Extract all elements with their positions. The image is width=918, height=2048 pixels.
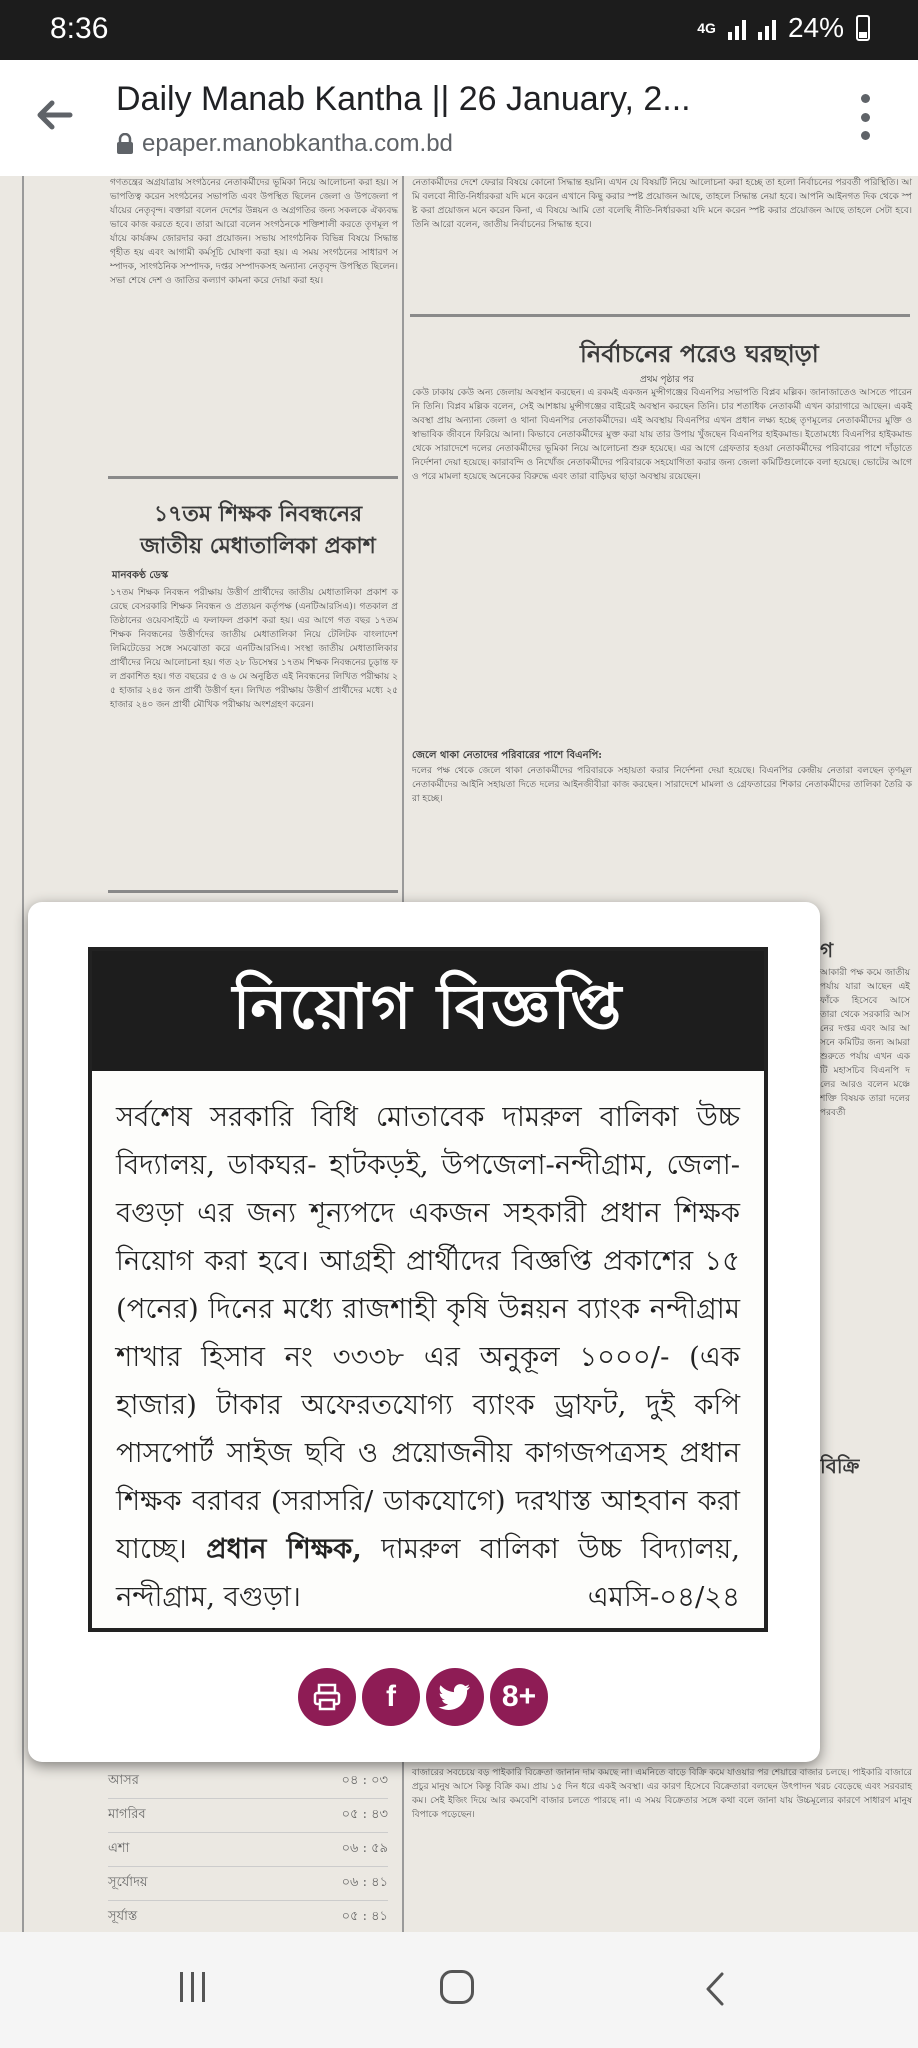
prayer-time-row: সূর্যোদয় ০৬ : ৪১ xyxy=(108,1866,388,1901)
nav-back-icon[interactable] xyxy=(700,1970,732,2008)
right-column-text-top: নেতাকর্মীদের দেশে ফেরার বিষয়ে কোনো সিদ্ধান্ত হয়নি। এখন যে বিষয়টি নিয়ে আলোচনা করা হচ্ছে তা হলো নির্বাচনের পরবর্তী পরিস্থিতি। আমি বলবো নীতি-নির্ধারকরা যদি মনে করেন এখানে কিছু করার স্পষ্ট প্রয়োজন আছে, তাহলে সিদ্ধান্ত নেয়া হবে। আপনি আইনগত দিক থেকে স্পষ্ট করা প্রয়োজন মনে করেন কিনা, এ বিষয়ে আমি তো বলেছি নীতি-নির্ধারকরা যদি মনে করেন স্পষ্ট করার প্রয়োজন আছে তাহলে সেটা হবে। তিনি আরো বলেন, জাতীয় নির্বাচনের সিদ্ধান্ত হবে। xyxy=(412,178,912,230)
battery-percent: 24% xyxy=(787,12,844,43)
bottom-right-text: বাজারের সবচেয়ে বড় পাইকারি বিক্রেতা জানান দাম কমছে না। এমনিতে বাড়ে বিক্রি কমে যাওয়ার পর শেয়ারে বাজার চলছে। পাইকারি বাজারে প্রচুর মানুষ আসে কিন্তু বিক্রি কম। প্রায় ১৫ দিন ধরে একই অবস্থা। এর কারণ হিসেবে বিক্রেতারা বলছেন উৎপাদন খরচ বেড়েছে এবং সরবরাহ কম। সেই ইজিং দিয়ে আর কমবেশি বাজার চলতে পারছে না। এ সময় বিক্রেতার সঙ্গে কথা বলে জানা যায় উচ্চমূল্যের কারণে সাধারণ মানুষ বিপাকে পড়েছেন। xyxy=(412,1768,912,1820)
lock-icon xyxy=(116,133,134,155)
page-title: Daily Manab Kantha || 26 January, 2... xyxy=(116,80,691,118)
right-article-headline: নির্বাচনের পরেও ঘরছাড়া xyxy=(580,339,819,368)
print-icon[interactable] xyxy=(298,1668,356,1726)
signal-icon xyxy=(728,16,746,40)
network-type-icon: 4G xyxy=(697,20,716,36)
prayer-time-row: আসর ০৪ : ০৩ xyxy=(108,1764,388,1799)
right-column-text-low: দলের পক্ষ থেকে জেলে থাকা নেতাকর্মীদের পরিবারকে সহায়তা করার নির্দেশনা দেয়া হয়েছে। বিএনপির কেন্দ্রীয় নেতারা বলছেন তৃণমূল নেতাকর্মীদের আইনি সহায়তা দিতে দলের আইনজীবীরা কাজ করছেন। সারাদেশে মামলা ও গ্রেফতারের শিকার নেতাকর্মীদের তালিকা তৈরি করা হচ্ছে। xyxy=(412,766,912,804)
right-bold-paragraph-lead: জেলে থাকা নেতাদের পরিবারের পাশে বিএনপি: xyxy=(412,750,602,761)
prayer-time-row: মাগরিব ০৫ : ৪৩ xyxy=(108,1798,388,1833)
left-column-text-top: গণতন্ত্রের অগ্রযাত্রায় সংগঠনের নেতাকর্মীদের ভূমিকা নিয়ে আলোচনা করা হয়। সভাপতিত্ব করেন সংগঠনের সভাপতি এবং উপস্থিত ছিলেন জেলা ও উপজেলা পর্যায়ের নেতৃবৃন্দ। বক্তারা বলেন দেশের উন্নয়ন ও অগ্রগতির জন্য সকলকে ঐক্যবদ্ধভাবে কাজ করতে হবে। তারা আরো বলেন সংগঠনকে শক্তিশালী করতে তৃণমূল পর্যায়ে কার্যক্রম জোরদার করা প্রয়োজন। সভায় সাংগঠনিক বিভিন্ন বিষয়ে সিদ্ধান্ত গৃহীত হয় এবং আগামী কর্মসূচি ঘোষণা করা হয়। এ সময় সংগঠনের সাধারণ সম্পাদক, সাংগঠনিক সম্পাদক, দপ্তর সম্পাদকসহ অন্যান্য নেতৃবৃন্দ উপস্থিত ছিলেন। সভা শেষে দেশ ও জাতির কল্যাণ কামনা করে দোয়া করা হয়। xyxy=(110,178,398,286)
signal-icon-2 xyxy=(758,16,776,40)
left-article-headline: ১৭তম শিক্ষক নিবন্ধনের জাতীয় মেধাতালিকা প্রকাশ xyxy=(140,501,376,559)
twitter-icon[interactable] xyxy=(426,1668,484,1726)
prayer-time-row: এশা ০৬ : ৫৯ xyxy=(108,1832,388,1867)
ad-signature-rest: দামরুল বালিকা উচ্চ বিদ্যালয়, নন্দীগ্রাম, বগুড়া। xyxy=(116,1533,740,1613)
left-article-byline: মানবকণ্ঠ ডেস্ক xyxy=(112,570,169,581)
ad-body-text: সর্বশেষ সরকারি বিধি মোতাবেক দামরুল বালিকা উচ্চ বিদ্যালয়, ডাকঘর- হাটকড়ই, উপজেলা-নন্দীগ্রাম, জেলা-বগুড়া এর জন্য শূন্যপদে একজন সহকারী প্রধান শিক্ষক নিয়োগ করা হবে। আগ্রহী প্রার্থীদের বিজ্ঞপ্তি প্রকাশের ১৫ (পনের) দিনের মধ্যে রাজশাহী কৃষি উন্নয়ন ব্যাংক নন্দীগ্রাম শাখার হিসাব নং ৩৩৩৮ এর অনুকূল ১০০০/- (এক হাজার) টাকার অফেরতযোগ্য ব্যাংক ড্রাফট, দুই কপি পাসপোর্ট সাইজ ছবি ও প্রয়োজনীয় কাগজপত্রসহ প্রধান শিক্ষক বরাবর (সরাসরি/ ডাকযোগে) দরখাস্ত আহবান করা যাচ্ছে। xyxy=(116,1101,740,1565)
prayer-time-row: সূর্যাস্ত ০৫ : ৪১ xyxy=(108,1900,388,1932)
facebook-icon[interactable]: f xyxy=(362,1668,420,1726)
left-column-text-mid: ১৭তম শিক্ষক নিবন্ধন পরীক্ষায় উত্তীর্ণ প্রার্থীদের জাতীয় মেধাতালিকা প্রকাশ করেছে বেসরকারি শিক্ষক নিবন্ধন ও প্রত্যয়ন কর্তৃপক্ষ (এনটিআরসিএ)। গতকাল প্রতিষ্ঠানের ওয়েবসাইটে এ ফলাফল প্রকাশ করা হয়। এর আগে গত বছর ১৭তম শিক্ষক নিবন্ধনের উত্তীর্ণদের জাতীয় মেধাতালিকা নিয়ে টেলিটক বাংলাদেশ লিমিটেডের সঙ্গে সমঝোতা করে এনটিআরসিএ। সংস্থা জাতীয় মেধাতালিকার প্রার্থীদের নিয়ে আলোচনা হয়। গত ২৮ ডিসেম্বর ১৭তম শিক্ষক নিবন্ধনের চূড়ান্ত ফল প্রকাশিত হয়। গত বছরের ৫ ও ৬ মে অনুষ্ঠিত এই নিবন্ধনের লিখিত পরীক্ষায় ২৫ হাজার ২৪৫ জন প্রার্থী উত্তীর্ণ হন। লিখিত পরীক্ষায় উত্তীর্ণ প্রার্থীদের মধ্যে ২৫ হাজার ২৪০ জন প্রার্থী মৌখিক পরীক্ষায় অংশগ্রহণ করেন। xyxy=(110,588,398,710)
right-column-fragment-text: আকারী পক্ষ কমে জাতীয় পর্যায় যারা আছেন এই ফাঁকে হিসেবে আসে তারা থেকে সরকারি আসনের দপ্তর এবং আর আসনে কমিটির জন্য আমরা শুরুতে পর্যায় এখন একটি মহাসচিব বিএনপি দলের আরও বলেন মঞ্চে শক্তি বিষয়ক তারা দলের পরবর্তী xyxy=(820,968,910,1118)
right-article-subline: প্রথম পৃষ্ঠার পর xyxy=(640,375,694,385)
url-text: epaper.manobkantha.com.bd xyxy=(142,130,453,157)
android-nav-bar xyxy=(0,1932,918,2048)
status-time: 8:36 xyxy=(50,12,109,45)
right-column-text-mid: কেউ ঢাকায় কেউ অন্য জেলায় অবস্থান করছেন। এ রকমই একজন মুন্সীগঞ্জের বিএনপির সভাপতি বিপ্লব মল্লিক। জানাজাতেও আসতে পারেননি তিনি। বিপ্লব মল্লিক বলেন, সেই আশঙ্কায় মুন্সীগঞ্জের বাইরেই অবস্থান করছেন তিনি। চার শতাধিক নেতাকর্মী এখন কারাগারে আছেন। একই অবস্থা প্রায় অন্যান্য জেলা ও থানা বিএনপির নেতাকর্মীদের। এই অবস্থায় বিএনপির এখন প্রধান লক্ষ্য হচ্ছে তৃণমূলের নেতাকর্মীদের মুক্তি ও স্বাভাবিক জীবনে ফিরিয়ে আনা। কিভাবে নেতাকর্মীদের মুক্ত করা যায় তার উপায় খুঁজছেন বিএনপির হাইকমান্ড। ইতোমধ্যে বিএনপির হাইকমান্ড থেকে সারাদেশে দলের নেতাকর্মীদের ভূমিকা নিয়ে আলোচনা শুরু হয়েছে। এর আগে গ্রেফতার হওয়া নেতাকর্মীদের পরিবারের পাশে দাঁড়াতে নির্দেশনা দেয়া হয়েছে। কারাবন্দি ও নিখোঁজ নেতাকর্মীদের পরিবারকে সহযোগিতা করার জন্য জেলা কমিটিগুলোকে বলা হয়েছে। ভোটের আগে ও পরে মামলা হয়েছে অনেকের বিরুদ্ধে এবং তারা বাড়িঘর ছাড়া অবস্থায় রয়েছেন। xyxy=(412,388,912,482)
battery-icon xyxy=(856,15,870,41)
recent-apps-icon[interactable] xyxy=(180,1972,205,2002)
ad-heading: নিয়োগ বিজ্ঞপ্তি xyxy=(92,951,764,1071)
right-section-fragment-2: বিক্রি xyxy=(820,1454,860,1478)
google-plus-icon[interactable]: 8+ xyxy=(490,1668,548,1726)
ad-signature-title: প্রধান শিক্ষক, xyxy=(206,1533,362,1565)
job-advertisement xyxy=(88,947,768,1632)
more-options-icon[interactable] xyxy=(858,94,872,140)
back-arrow-icon[interactable] xyxy=(30,90,80,140)
home-icon[interactable] xyxy=(440,1970,474,2004)
url-bar[interactable] xyxy=(116,130,453,158)
right-section-fragment: গ xyxy=(820,938,834,962)
ad-popup[interactable] xyxy=(28,902,820,1762)
status-bar xyxy=(0,0,918,60)
ad-reference-number: এমসি-০৪/২৪ xyxy=(587,1581,740,1613)
share-buttons xyxy=(298,1668,548,1726)
status-icons xyxy=(697,12,870,44)
browser-toolbar xyxy=(0,60,918,177)
ad-body xyxy=(92,1071,764,1621)
